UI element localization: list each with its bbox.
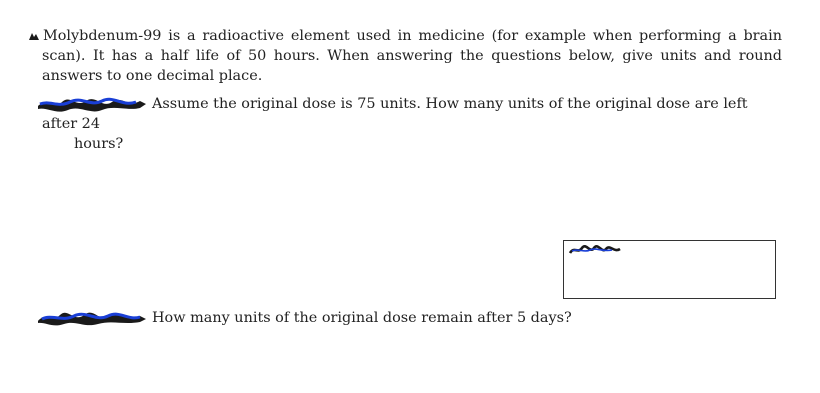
intro-text: Molybdenum-99 is a radioactive element used in medicine (for example when performing a brain scan). It has a half life of 50 hours. When answering the questions below, give units and round answers to one decimal place. [42,28,782,84]
redaction-scribble-icon [36,96,148,112]
redaction-mark-icon [28,31,40,41]
question-1 [42,94,782,154]
redaction-scribble-icon [36,310,148,326]
question-2-text: How many units of the original dose remain after 5 days? [152,310,572,326]
question-1-text: Assume the original dose is 75 units. How many units of the original dose are left after 24 [42,96,748,132]
question-1-text-cont: hours? [74,136,124,152]
problem-intro [42,26,782,86]
answer-label-scribble-icon [568,244,622,256]
answer-box[interactable] [563,240,776,299]
question-2 [42,308,572,328]
